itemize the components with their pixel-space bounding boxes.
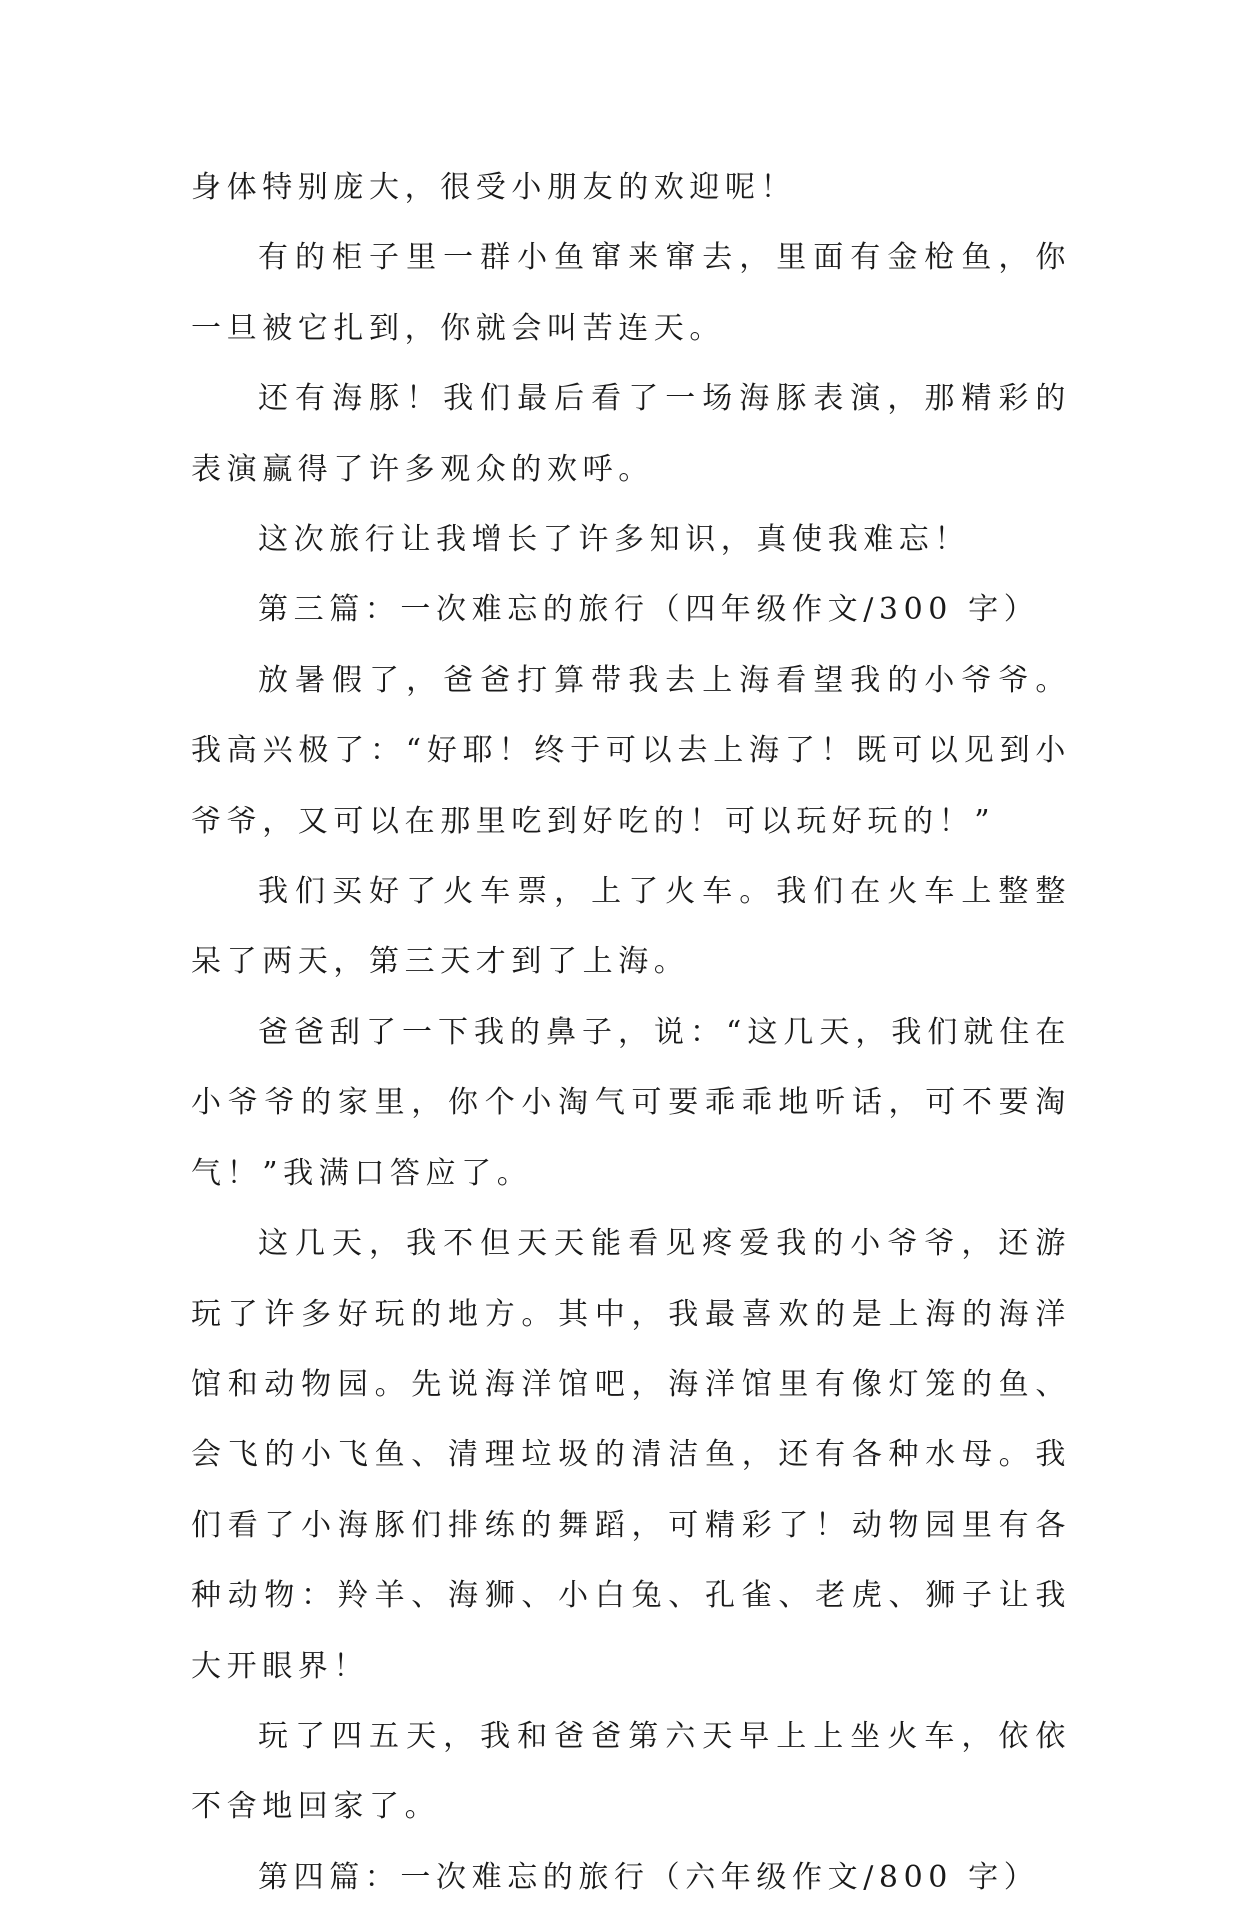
paragraph-return-home: 玩了四五天，我和爸爸第六天早上上坐火车，依依不舍地回家了。 xyxy=(191,1718,1071,1825)
paragraph-summer-vacation: 放暑假了，爸爸打算带我去上海看望我的小爷爷。我高兴极了：“好耶！终于可以去上海了！既可以见到小爷爷，又可以在那里吃到好吃的！可以玩好玩的！” xyxy=(191,662,1071,839)
section-heading-part-four: 第四篇：一次难忘的旅行（六年级作文/800 字） xyxy=(258,1859,1040,1895)
paragraph-dad-nose: 爸爸刮了一下我的鼻子，说：“这几天，我们就住在小爷爷的家里，你个小淘气可要乖乖地听话，可不要淘气！”我满口答应了。 xyxy=(191,1014,1071,1191)
paragraph-dolphin: 还有海豚！我们最后看了一场海豚表演，那精彩的表演赢得了许多观众的欢呼。 xyxy=(191,381,1071,487)
body-text xyxy=(191,153,1071,1913)
paragraph-continuation: 身体特别庞大，很受小朋友的欢迎呢！ xyxy=(191,170,797,205)
paragraph-tuna: 有的柜子里一群小鱼窜来窜去，里面有金枪鱼，你一旦被它扎到，你就会叫苦连天。 xyxy=(191,240,1071,346)
paragraph-train: 我们买好了火车票，上了火车。我们在火车上整整呆了两天，第三天才到了上海。 xyxy=(191,874,1071,980)
paragraph-conclusion: 这次旅行让我增长了许多知识，真使我难忘！ xyxy=(258,522,970,558)
section-heading-part-three: 第三篇：一次难忘的旅行（四年级作文/300 字） xyxy=(258,592,1040,628)
paragraph-sightseeing: 这几天，我不但天天能看见疼爱我的小爷爷，还游玩了许多好玩的地方。其中，我最喜欢的是上海的海洋馆和动物园。先说海洋馆吧，海洋馆里有像灯笼的鱼、会飞的小飞鱼、清理垃圾的清洁鱼，还有各种水母。我们看了小海豚们排练的舞蹈，可精彩了！动物园里有各种动物：羚羊、海狮、小白兔、孔雀、老虎、狮子让我大开眼界！ xyxy=(191,1226,1071,1684)
